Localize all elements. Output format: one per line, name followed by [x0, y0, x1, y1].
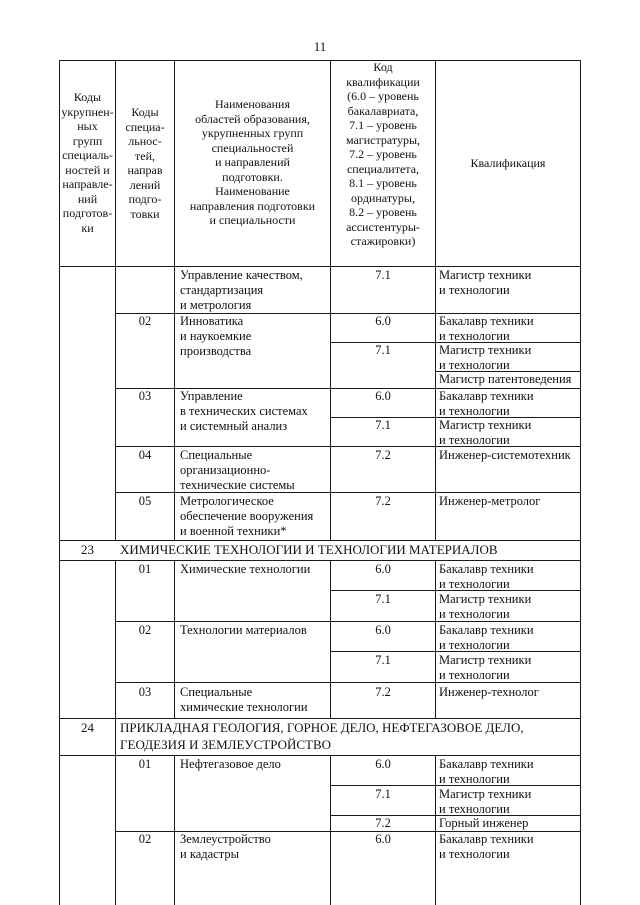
qualification-code: 6.0: [375, 562, 391, 576]
header-specialty-codes: Коды специа- льнос- тей, направ лений подго- товки: [125, 105, 165, 221]
direction-name: Инноватика и наукоемкие производства: [180, 314, 252, 358]
direction-code: 03: [138, 389, 152, 403]
qualification: Инженер-технолог: [439, 685, 539, 699]
direction-code: 05: [138, 494, 152, 508]
qualification-code: 7.2: [375, 448, 391, 462]
qualification: Бакалавр техники и технологии: [439, 832, 534, 861]
qualification-code: 7.1: [375, 343, 391, 357]
qualification-code: 6.0: [375, 314, 391, 328]
direction-name: Технологии материалов: [180, 623, 307, 637]
qualification: Горный инженер: [439, 816, 529, 830]
qualification: Бакалавр техники и технологии: [439, 389, 534, 418]
qualification: Магистр техники и технологии: [439, 653, 532, 682]
qualification-code: 7.2: [375, 816, 391, 830]
section-divider: [59, 755, 581, 756]
qualification-code: 7.1: [375, 592, 391, 606]
qualification-code: 6.0: [375, 623, 391, 637]
qualification: Бакалавр техники и технологии: [439, 623, 534, 652]
qualification-code: 6.0: [375, 389, 391, 403]
header-names: Наименования областей образования, укрупненных групп специальностей и направлений подготовки. Наименование направления подготовки и специальности: [189, 97, 316, 227]
header-qualification-code: Код квалификации (6.0 – уровень бакалавриата, 7.1 – уровень магистратуры, 7.2 – уровень специалитета, 8.1 – уровень ординатуры, 8.2 – уровень ассистентуры- стажировки): [345, 60, 421, 248]
direction-code: 02: [138, 623, 152, 637]
direction-code: 02: [138, 832, 152, 846]
qualification: Магистр техники и технологии: [439, 592, 532, 621]
column-divider: [435, 560, 436, 718]
page-number: 11: [313, 39, 327, 54]
qualification: Бакалавр техники и технологии: [439, 314, 534, 343]
qualification: Магистр патентоведения: [439, 372, 572, 386]
direction-name: Управление в технических системах и системный анализ: [180, 389, 308, 433]
qualification-code: 7.1: [375, 653, 391, 667]
direction-name: Специальные организационно- технические системы: [180, 448, 295, 492]
header-divider: [59, 266, 581, 267]
qualification: Магистр техники и технологии: [439, 343, 532, 372]
qualification-code: 7.2: [375, 685, 391, 699]
column-divider: [174, 755, 175, 905]
direction-name: Управление качеством, стандартизация и метрология: [180, 268, 303, 312]
group-code: 23: [81, 542, 94, 557]
direction-name: Химические технологии: [180, 562, 311, 576]
direction-name: Специальные химические технологии: [180, 685, 308, 714]
direction-code: 03: [138, 685, 152, 699]
section-divider: [59, 560, 581, 561]
column-divider: [115, 718, 116, 905]
qualification: Бакалавр техники и технологии: [439, 562, 534, 591]
qualification-code: 6.0: [375, 757, 391, 771]
table-border-top: [59, 60, 581, 61]
table-border-right: [580, 60, 581, 905]
column-divider: [435, 60, 436, 540]
qualification-code: 7.2: [375, 494, 391, 508]
group-title: ПРИКЛАДНАЯ ГЕОЛОГИЯ, ГОРНОЕ ДЕЛО, НЕФТЕГАЗОВОЕ ДЕЛО, ГЕОДЕЗИЯ И ЗЕМЛЕУСТРОЙСТВО: [120, 720, 524, 752]
group-code: 24: [81, 720, 94, 735]
qualification: Инженер-системотехник: [439, 448, 571, 462]
header-qualification: Квалификация: [470, 156, 546, 170]
qualification-code: 7.1: [375, 268, 391, 282]
qualification: Магистр техники и технологии: [439, 268, 532, 297]
direction-code: 01: [138, 757, 152, 771]
qualification-code: 6.0: [375, 832, 391, 846]
column-divider: [435, 755, 436, 905]
direction-name: Метрологическое обеспечение вооружения и военной техники*: [180, 494, 314, 538]
column-divider: [174, 560, 175, 718]
qualification: Магистр техники и технологии: [439, 418, 532, 447]
header-group-codes: Коды укрупнен- ных групп специаль- ностей и направле- ний подготов- ки: [61, 90, 114, 235]
direction-code: 02: [138, 314, 152, 328]
qualification: Магистр техники и технологии: [439, 787, 532, 816]
direction-code: 04: [138, 448, 152, 462]
direction-code: 01: [138, 562, 152, 576]
direction-name: Нефтегазовое дело: [180, 757, 281, 771]
qualification: Инженер-метролог: [439, 494, 541, 508]
qualification-code: 7.1: [375, 787, 391, 801]
group-title: ХИМИЧЕСКИЕ ТЕХНОЛОГИИ И ТЕХНОЛОГИИ МАТЕРИАЛОВ: [120, 542, 498, 557]
qualification-code: 7.1: [375, 418, 391, 432]
qualification: Бакалавр техники и технологии: [439, 757, 534, 786]
direction-name: Землеустройство и кадастры: [180, 832, 271, 861]
